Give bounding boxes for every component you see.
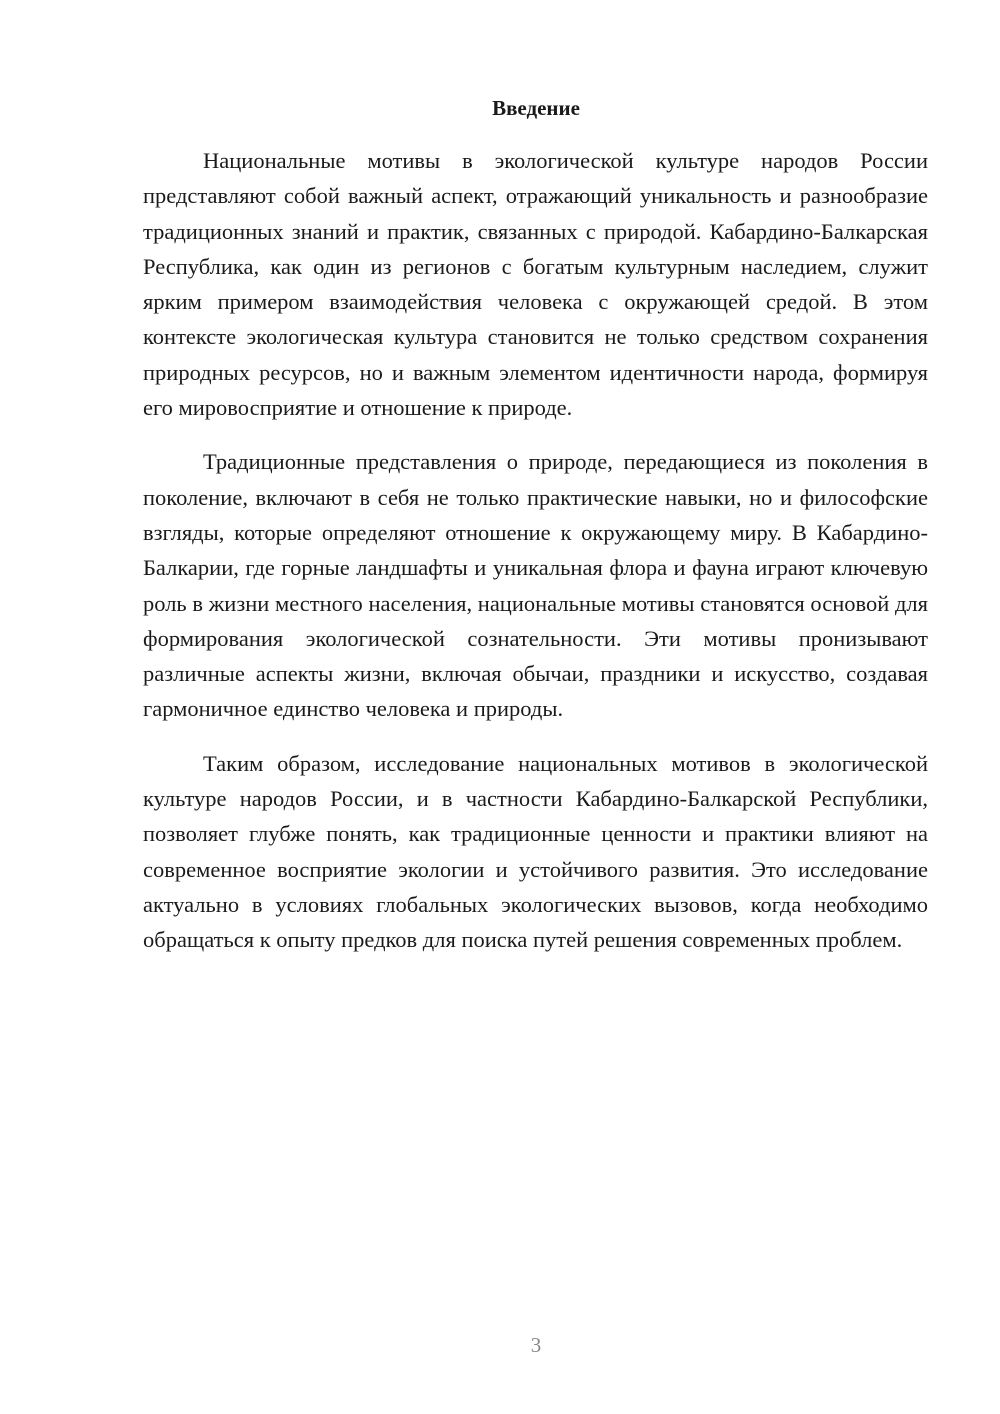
paragraph-3: Таким образом, исследование национальных мотивов в экологической культуре народов России, и в частности Кабардино-Балкарской Республики, позволяет глубже понять, как традиционные ценности и практики влияют на современное восприятие экологии и устойчивого развития. Это исследование актуально в условиях глобальных экологических вызовов, когда необходимо обращаться к опыту предков для поиска путей решения современных проблем. [143, 750, 928, 953]
body-text [143, 143, 928, 958]
page-number: 3 [530, 1333, 542, 1357]
page-title: Введение [492, 96, 580, 120]
paragraph-2: Традиционные представления о природе, передающиеся из поколения в поколение, включают в себя не только практические навыки, но и философские взгляды, которые определяют отношение к окружающему миру. В Кабардино-Балкарии, где горные ландшафты и уникальная флора и фауна играют ключевую роль в жизни местного населения, национальные мотивы становятся основой для формирования экологической сознательности. Эти мотивы пронизывают различные аспекты жизни, включая обычаи, праздники и искусство, создавая гармоничное единство человека и природы. [143, 449, 928, 722]
paragraph-1: Национальные мотивы в экологической культуре народов России представляют собой важный аспект, отражающий уникальность и разнообразие традиционных знаний и практик, связанных с природой. Кабардино-Балкарская Республика, как один из регионов с богатым культурным наследием, служит ярким примером взаимодействия человека с окружающей средой. В этом контексте экологическая культура становится не только средством сохранения природных ресурсов, но и важным элементом идентичности народа, формируя его мировосприятие и отношение к природе. [143, 148, 928, 421]
